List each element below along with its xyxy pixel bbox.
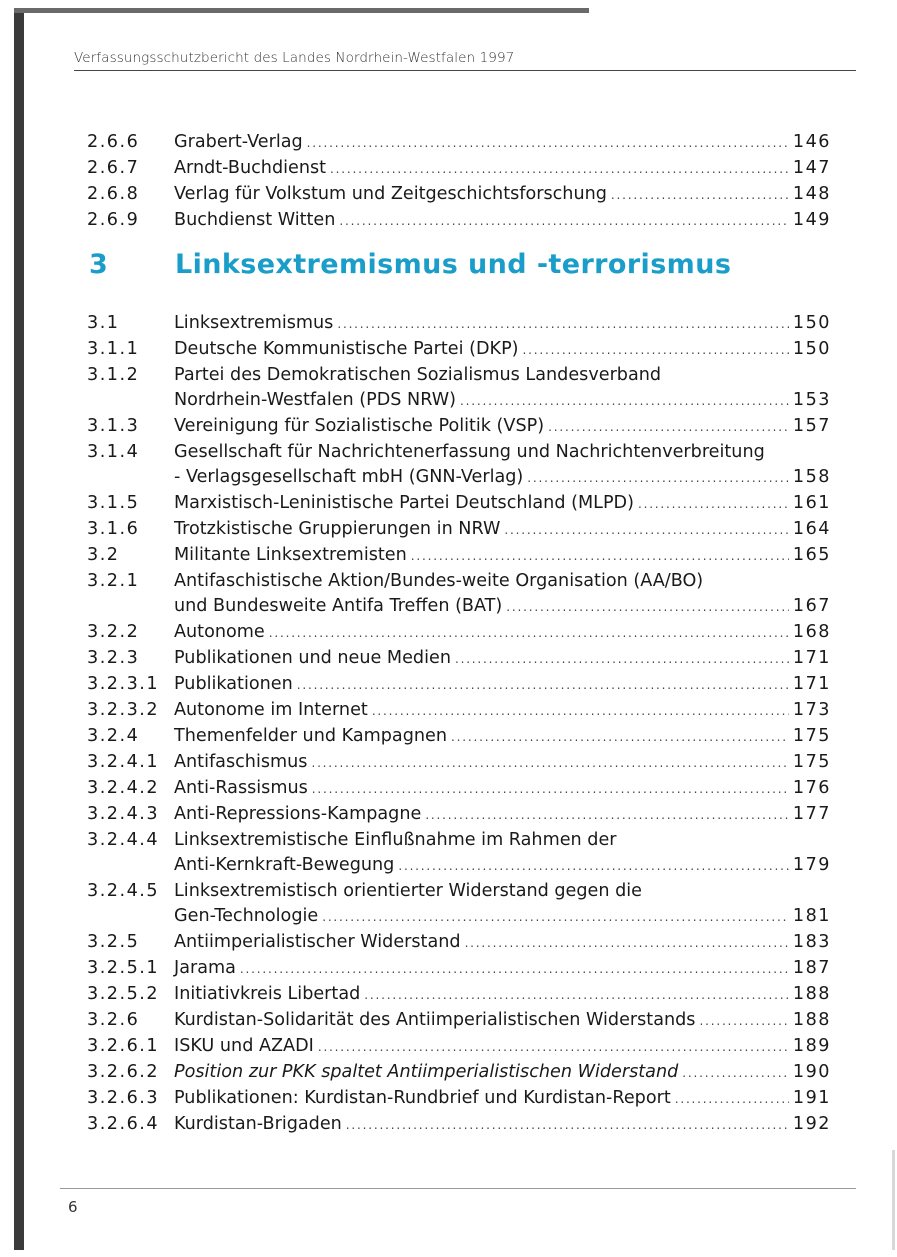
toc-entry-number: 3.2.3.1	[87, 674, 160, 694]
toc-entry-leader-row	[174, 543, 831, 569]
toc-entry-page: 161	[792, 493, 831, 513]
dot-leader	[372, 699, 789, 724]
dot-leader	[611, 183, 789, 208]
toc-entry-page: 168	[792, 622, 831, 642]
dot-leader	[460, 389, 789, 414]
toc-entry-page: 165	[792, 545, 831, 565]
toc-entry-title: Initiativkreis Libertad	[174, 984, 361, 1004]
toc-entry	[87, 1112, 831, 1138]
toc-entry-title: Nordrhein-Westfalen (PDS NRW)	[174, 390, 456, 410]
toc-entry-page: 187	[792, 958, 831, 978]
scan-edge-right	[892, 1150, 895, 1250]
toc-entry-number: 3.2.3	[87, 648, 140, 668]
toc-entry-number: 3.2.1	[87, 571, 140, 591]
toc-entry-title: Grabert-Verlag	[174, 132, 303, 152]
toc-entry	[87, 930, 831, 956]
toc-entry-title-line: Antifaschistische Aktion/Bundes-weite Organisation (AA/BO)	[174, 571, 704, 591]
toc-entry-leader-row	[174, 956, 831, 982]
toc-entry	[87, 620, 831, 646]
toc-entry-leader-row	[174, 1008, 831, 1034]
toc-entry-number: 3.1.1	[87, 339, 140, 359]
dot-leader	[455, 647, 789, 672]
dot-leader	[411, 544, 789, 569]
toc-entry-number: 2.6.8	[87, 184, 140, 204]
page-number: 6	[68, 1198, 78, 1216]
toc-entry-title: Anti-Repressions-Kampagne	[174, 804, 422, 824]
toc-entry-title: Marxistisch-Leninistische Partei Deutschland (MLPD)	[174, 493, 634, 513]
toc-entry	[87, 672, 831, 698]
toc-section-after	[87, 311, 831, 1138]
toc-entry-title: Antiimperialistischer Widerstand	[174, 932, 461, 952]
toc-entry-number: 3.2.3.2	[87, 700, 160, 720]
toc-entry-number: 3.2.4.5	[87, 881, 160, 901]
toc-entry-number: 3.2.6.4	[87, 1114, 160, 1134]
toc-entry-page: 189	[792, 1036, 831, 1056]
toc-entry-number: 3.2.6.2	[87, 1062, 160, 1082]
toc-entry-number: 3.2.2	[87, 622, 140, 642]
toc-entry-leader-row	[174, 776, 831, 802]
toc-entry-leader-row	[174, 1086, 831, 1112]
toc-entry-number: 3.2.4.1	[87, 752, 160, 772]
dot-leader	[506, 595, 789, 620]
toc-entry	[87, 311, 831, 337]
dot-leader	[311, 751, 788, 776]
toc-entry	[87, 182, 831, 208]
chapter-number: 3	[89, 249, 108, 280]
chapter-heading	[87, 243, 831, 311]
toc-entry-number: 3.1	[87, 313, 120, 333]
toc-entry-leader-row	[174, 517, 831, 543]
toc-entry-title: und Bundesweite Antifa Treffen (BAT)	[174, 596, 503, 616]
toc-entry-leader-row	[174, 930, 831, 956]
toc-entry	[87, 1008, 831, 1034]
toc-entry-leader-row	[174, 1034, 831, 1060]
toc-entry-leader-row	[174, 465, 831, 491]
toc-entry-page: 153	[792, 390, 831, 410]
dot-leader	[425, 803, 789, 828]
toc-entry-page: 175	[792, 752, 831, 772]
toc-entry-title: Linksextremismus	[174, 313, 334, 333]
toc-entry	[87, 802, 831, 828]
toc-entry-page: 171	[792, 674, 831, 694]
toc-entry-page: 149	[792, 210, 831, 230]
toc-entry-page: 188	[792, 1010, 831, 1030]
toc-entry-page: 157	[792, 416, 831, 436]
toc-entry	[87, 569, 831, 620]
dot-leader	[318, 1035, 789, 1060]
toc-entry-leader-row	[174, 724, 831, 750]
toc-entry-title: Autonome im Internet	[174, 700, 368, 720]
toc-entry	[87, 491, 831, 517]
toc-entry-title: Kurdistan-Brigaden	[174, 1114, 342, 1134]
toc-entry-title-line: Linksextremistische Einflußnahme im Rahmen der	[174, 830, 617, 850]
toc-entry-number: 3.1.2	[87, 365, 140, 385]
toc-entry-page: 148	[792, 184, 831, 204]
toc-entry-leader-row	[174, 904, 831, 930]
toc-entry-title: Position zur PKK spaltet Antiimperialistischen Widerstand	[174, 1062, 679, 1082]
toc-entry	[87, 724, 831, 750]
toc-entry-page: 171	[792, 648, 831, 668]
dot-leader	[527, 466, 789, 491]
toc-entry	[87, 208, 831, 234]
toc-entry-leader-row	[174, 594, 831, 620]
toc-entry-number: 2.6.7	[87, 158, 140, 178]
toc-entry	[87, 130, 831, 156]
toc-entry	[87, 828, 831, 879]
dot-leader	[339, 209, 789, 234]
toc-entry-title: Publikationen: Kurdistan-Rundbrief und Kurdistan-Report	[174, 1088, 671, 1108]
toc-entry-page: 175	[792, 726, 831, 746]
toc-entry-leader-row	[174, 672, 831, 698]
dot-leader	[675, 1087, 789, 1112]
toc-entry-page: 179	[792, 855, 831, 875]
toc-entry-number: 3.2.6	[87, 1010, 140, 1030]
toc-entry	[87, 646, 831, 672]
dot-leader	[312, 777, 789, 802]
dot-leader	[364, 983, 789, 1008]
running-header: Verfassungsschutzbericht des Landes Nordrhein-Westfalen 1997	[74, 50, 515, 66]
dot-leader	[307, 131, 789, 156]
toc-entry-title: Jarama	[174, 958, 236, 978]
dot-leader	[504, 518, 789, 543]
toc-entry	[87, 1086, 831, 1112]
toc-entry-number: 3.1.6	[87, 519, 140, 539]
toc-entry-number: 3.2.5	[87, 932, 140, 952]
toc-entry-title: Publikationen	[174, 674, 293, 694]
toc-entry-number: 3.2.6.3	[87, 1088, 160, 1108]
scan-edge-left	[14, 8, 24, 1250]
toc-entry	[87, 337, 831, 363]
toc-entry-number: 2.6.6	[87, 132, 140, 152]
toc-entry-number: 3.2.4.4	[87, 830, 160, 850]
toc-entry-title: Antifaschismus	[174, 752, 308, 772]
toc-entry-title: Arndt-Buchdienst	[174, 158, 327, 178]
toc-entry	[87, 1060, 831, 1086]
toc-entry-page: 191	[792, 1088, 831, 1108]
toc-entry-title-line: Partei des Demokratischen Sozialismus Landesverband	[174, 365, 662, 385]
toc-entry-leader-row	[174, 646, 831, 672]
toc-entry-number: 3.2.6.1	[87, 1036, 160, 1056]
toc-entry-leader-row	[174, 982, 831, 1008]
toc-entry-page: 150	[792, 313, 831, 333]
toc-entry-leader-row	[174, 182, 831, 208]
scan-edge-top	[14, 8, 589, 13]
toc-entry-title: Kurdistan-Solidarität des Antiimperialistischen Widerstands	[174, 1010, 696, 1030]
toc-entry-title: Gen-Technologie	[174, 906, 319, 926]
toc-entry-page: 176	[792, 778, 831, 798]
dot-leader	[523, 338, 789, 363]
toc-entry-title: Publikationen und neue Medien	[174, 648, 451, 668]
toc-entry-number: 3.2.4.2	[87, 778, 160, 798]
toc-entry-title-line: Gesellschaft für Nachrichtenerfassung und Nachrichtenverbreitung	[174, 442, 765, 462]
dot-leader	[699, 1009, 788, 1034]
toc-entry-leader-row	[174, 388, 831, 414]
toc-entry-number: 2.6.9	[87, 210, 140, 230]
toc-entry-page: 188	[792, 984, 831, 1004]
toc-entry-leader-row	[174, 156, 831, 182]
dot-leader	[330, 157, 789, 182]
toc-entry-number: 3.2.4.3	[87, 804, 160, 824]
footer-rule	[60, 1188, 856, 1189]
toc-entry	[87, 982, 831, 1008]
toc-entry-title-line: Linksextremistisch orientierter Widerstand gegen die	[174, 881, 642, 901]
dot-leader	[346, 1113, 789, 1138]
toc-entry	[87, 517, 831, 543]
toc-entry	[87, 776, 831, 802]
toc-entry-title: Autonome	[174, 622, 265, 642]
toc-entry-page: 146	[792, 132, 831, 152]
toc-entry-title: Themenfelder und Kampagnen	[174, 726, 448, 746]
toc-entry-leader-row	[174, 802, 831, 828]
toc-entry-number: 3.2.5.1	[87, 958, 160, 978]
dot-leader	[548, 415, 789, 440]
toc-entry	[87, 414, 831, 440]
dot-leader	[322, 905, 789, 930]
toc-entry-number: 3.1.4	[87, 442, 140, 462]
table-of-contents	[87, 130, 831, 1138]
toc-entry-title: Militante Linksextremisten	[174, 545, 407, 565]
toc-entry-page: 147	[792, 158, 831, 178]
toc-entry-title: Buchdienst Witten	[174, 210, 336, 230]
toc-entry-title: Anti-Kernkraft-Bewegung	[174, 855, 395, 875]
toc-entry-title: Anti-Rassismus	[174, 778, 308, 798]
toc-entry-leader-row	[174, 491, 831, 517]
toc-entry-page: 181	[792, 906, 831, 926]
header-rule	[74, 70, 856, 71]
dot-leader	[337, 312, 789, 337]
toc-entry	[87, 956, 831, 982]
toc-entry-page: 173	[792, 700, 831, 720]
toc-entry	[87, 698, 831, 724]
dot-leader	[269, 621, 789, 646]
dot-leader	[398, 854, 789, 879]
dot-leader	[638, 492, 789, 517]
toc-entry-number: 3.2.5.2	[87, 984, 160, 1004]
toc-entry-number: 3.1.5	[87, 493, 140, 513]
toc-entry-page: 167	[792, 596, 831, 616]
toc-entry-title: Verlag für Volkstum und Zeitgeschichtsforschung	[174, 184, 607, 204]
dot-leader	[297, 673, 789, 698]
toc-entry-title: Deutsche Kommunistische Partei (DKP)	[174, 339, 519, 359]
toc-entry	[87, 879, 831, 930]
toc-entry	[87, 363, 831, 414]
toc-entry-page: 192	[792, 1114, 831, 1134]
toc-entry-leader-row	[174, 750, 831, 776]
toc-entry-leader-row	[174, 208, 831, 234]
toc-entry-page: 164	[792, 519, 831, 539]
toc-entry-page: 177	[792, 804, 831, 824]
dot-leader	[465, 931, 789, 956]
toc-entry-title: ISKU und AZADI	[174, 1036, 314, 1056]
toc-entry-leader-row	[174, 1060, 831, 1086]
toc-entry	[87, 440, 831, 491]
toc-entry	[87, 1034, 831, 1060]
toc-entry-leader-row	[174, 620, 831, 646]
chapter-title: Linksextremismus und -terrorismus	[175, 249, 732, 280]
toc-entry-title: - Verlagsgesellschaft mbH (GNN-Verlag)	[174, 467, 524, 487]
toc-entry-number: 3.1.3	[87, 416, 140, 436]
toc-entry-leader-row	[174, 311, 831, 337]
toc-entry-page: 158	[792, 467, 831, 487]
toc-entry-number: 3.2	[87, 545, 120, 565]
toc-entry-title: Vereinigung für Sozialistische Politik (VSP)	[174, 416, 545, 436]
toc-entry	[87, 543, 831, 569]
dot-leader	[451, 725, 789, 750]
toc-entry-leader-row	[174, 337, 831, 363]
toc-entry	[87, 156, 831, 182]
toc-entry-page: 190	[792, 1062, 831, 1082]
toc-entry	[87, 750, 831, 776]
toc-entry-leader-row	[174, 853, 831, 879]
toc-entry-leader-row	[174, 130, 831, 156]
dot-leader	[240, 957, 789, 982]
toc-entry-title: Trotzkistische Gruppierungen in NRW	[174, 519, 501, 539]
toc-entry-leader-row	[174, 1112, 831, 1138]
toc-entry-number: 3.2.4	[87, 726, 140, 746]
toc-entry-page: 150	[792, 339, 831, 359]
toc-entry-page: 183	[792, 932, 831, 952]
dot-leader	[682, 1061, 789, 1086]
toc-entry-leader-row	[174, 698, 831, 724]
toc-entry-leader-row	[174, 414, 831, 440]
toc-section-before	[87, 130, 831, 234]
